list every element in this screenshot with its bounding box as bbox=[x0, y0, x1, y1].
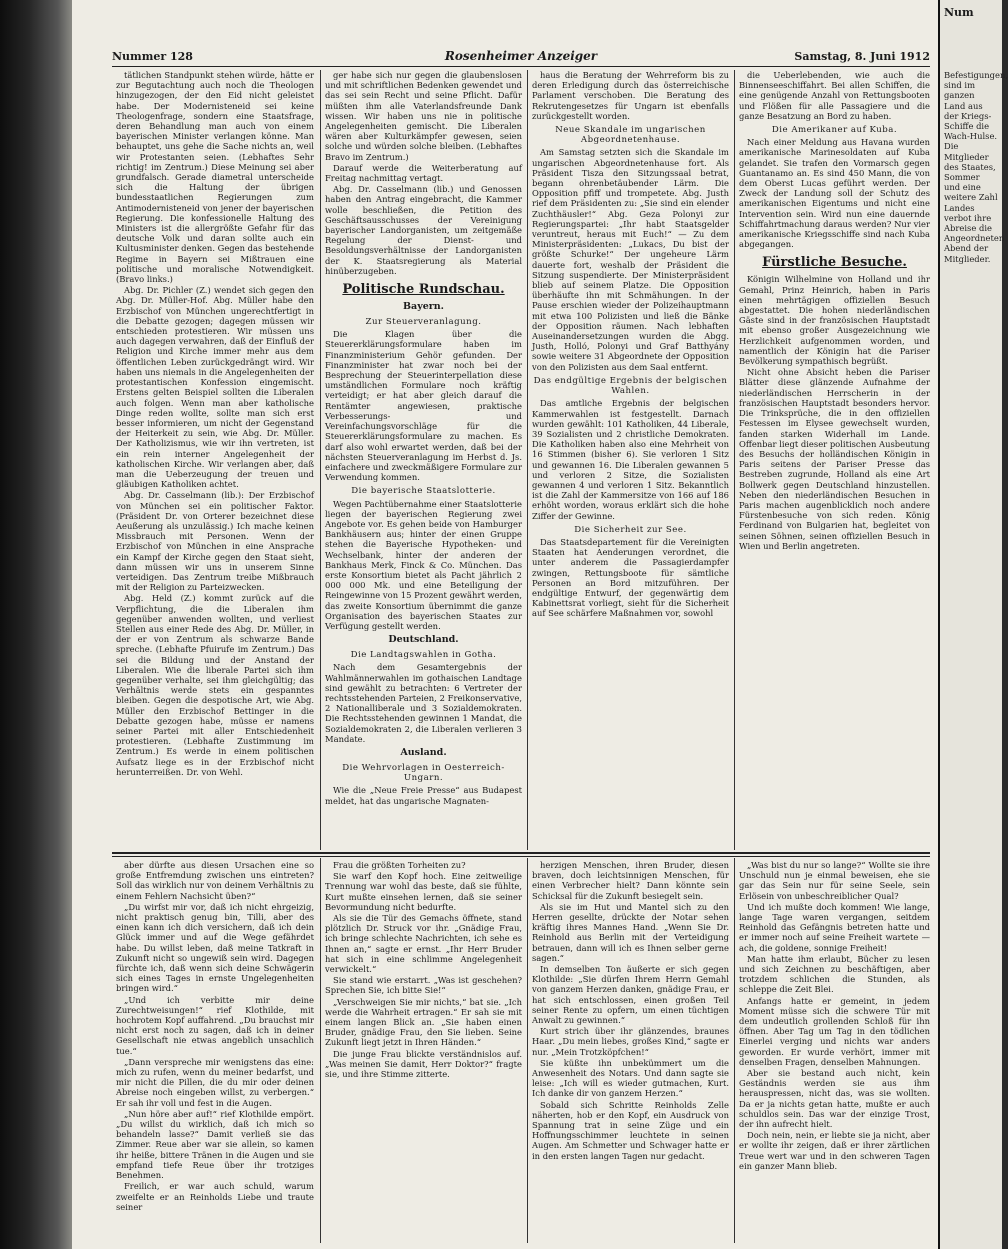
paragraph: Sobald sich Schritte Reinholds Zelle näherten, hob er den Kopf, ein Ausdruck von Spannung trat in seine Züge und ein Hoffnungsschimmer leuchtete in seinen Augen. Am Schmetter und Schwager hatte er in den ersten langen Tagen nur gedacht. bbox=[532, 1099, 729, 1161]
paragraph: Als sie im Hut und Mantel sich zu den Herren gesellte, drückte der Notar sehen kräftig ihres Mannes Hand. „Wenn Sie Dr. Reinhold aus Berlin mit der Verteidigung betrauen, dann will ich es Ihnen selber gerne sagen.“ bbox=[532, 901, 729, 963]
column-rule bbox=[320, 858, 321, 1243]
paragraph: Als sie die Tür des Gemachs öffnete, stand plötzlich Dr. Struck vor ihr. „Gnädige Frau, ich bringe schlechte Nachrichten, ich sehe es Ihnen an,“ sagte er ernst. „Ihr Herr Bruder hat sich in eine schlimme Angelegenheit verwickelt.“ bbox=[325, 913, 522, 975]
column-rule bbox=[320, 70, 321, 850]
paragraph: „Nun höre aber auf!“ rief Klothilde empört. „Du willst du wirklich, daß ich mich so behandeln lasse?“ Damit verließ sie das Zimmer. Reue aber war sie allein, so kamen ihr heiße, bittere Tränen in die Augen und sie empfand tiefe Reue über ihr trotziges Benehmen. bbox=[116, 1108, 314, 1181]
adjacent-page-header: Num bbox=[944, 6, 974, 19]
subheading: Deutschland. bbox=[388, 634, 459, 646]
feuilleton-column-2 bbox=[325, 860, 522, 1240]
issue-date: Samstag, 8. Juni 1912 bbox=[794, 50, 930, 63]
paragraph: Abg. Dr. Pichler (Z.) wendet sich gegen den Abg. Dr. Müller-Hof. Abg. Müller habe den Erzbischof von München ungerechtfertigt in die Debatte gezogen; dagegen müssen wir entschieden protestieren. Wir müssen uns auch dagegen verwahren, daß der Einfluß der Religion und Kirche immer mehr aus dem öffentlichen Leben zurückgedrängt wird. Wir haben uns niemals in die Angelegenheiten der protestantischen Konfession eingemischt. Erstens gelten Beispiel sollten die Liberalen auch folgen. Wenn man aber katholische Dinge reden wollte, sollte man sich erst besser informieren, um nicht der Gegenstand der Heiterkeit zu sein, wie Abg. Dr. Müller. Der Katholizismus, wie wir ihn vertreten, ist ein rein interner Angelegenheit der katholischen Kirche. Wir verlangen aber, daß man die Ueberzeugung der treuen und gläubigen Katholiken achtet. bbox=[116, 285, 314, 490]
feuilleton-column-1 bbox=[116, 860, 314, 1240]
paragraph: Nach dem Gesamtergebnis der Wahlmännerwahlen im gothaischen Landtage sind gewählt zu betrachten: 6 Vertreter der rechtsstehenden Parteien, 2 Freikonservative, 2 Nationalliberale und 3 Sozialdemokraten. Die Rechtsstehenden gewinnen 1 Mandat, die Sozialdemokraten 2, die Liberalen verlieren 3 Mandate. bbox=[325, 662, 522, 744]
paragraph: Freilich, er war auch schuld, warum zweifelte er an Reinholds Liebe und traute seiner bbox=[116, 1181, 314, 1212]
newspaper-title: Rosenheimer Anzeiger bbox=[444, 49, 598, 63]
newspaper-page bbox=[72, 0, 938, 1249]
article-title: Die Landtagswahlen in Gotha. bbox=[350, 650, 497, 661]
paragraph: Sie stand wie erstarrt. „Was ist geschehen? Sprechen Sie, ich bitte Sie!“ bbox=[325, 975, 522, 996]
masthead bbox=[112, 48, 930, 67]
column-2 bbox=[325, 70, 522, 850]
paragraph: Sie küßte ihn unbekümmert um die Anwesenheit des Notars. Und dann sagte sie leise: „Ich will es wieder gutmachen, Kurt. Ich danke dir von ganzem Herzen.“ bbox=[532, 1057, 729, 1099]
paragraph: Die Klagen über die Steuererklärungsformulare haben im Finanzministerium Gehör gefunden. Der Finanzminister hat zwar noch bei der Besprechung der Steuerinterpellation diese umständlichen Formulare noch kräftig verteidigt; er hat aber gleich darauf die Rentämter angewiesen, praktische Verbesserungs- und Vereinfachungsvorschläge für die Steuererklärungsformulare zu machen. Es darf also wohl erwartet werden, daß bei der nächsten Steuerveranlagung im Herbst d. Js. einfachere und zweckmäßigere Formulare zur Verwendung kommen. bbox=[325, 329, 522, 483]
article-title: Die Wehrvorlagen in Oesterreich-Ungarn. bbox=[342, 762, 505, 784]
paragraph: „Verschweigen Sie mir nichts,“ bat sie. „Ich werde die Wahrheit ertragen.“ Er sah sie mit einem langen Blick an. „Sie haben einen Bruder, gnädige Frau, den Sie lieben. Seine Zukunft liegt jetzt in Ihren Händen.“ bbox=[325, 996, 522, 1048]
paragraph: tätlichen Standpunkt stehen würde, hätte er zur Begutachtung auch noch die Theologen hinzugezogen, der den Eid nicht geleistet habe. Der Modernisteneid sei keine Theologenfrage, sondern eine Staatsfrage, deren Behandlung man auch von einem bayerischen Minister verlangen könne. Man behauptet, uns gehe die Sache nichts an, weil wir Protestanten seien. (Lebhaftes Sehr richtig! im Zentrum.) Diese Meinung sei aber grundfalsch. Gerade diametral unterscheide sich die Haltung der übrigen bundesstaatlichen Regierungen zum Antimodernisteneid von jener der bayerischen Regierung. Die konfessionelle Haltung des Ministers ist die allergrößte Gefahr für das deutsche Volk und daran sollte auch ein Kultusminister denken. Gegen das bestehende Regime in Bayern sei Mißtrauen eine politische und moralische Notwendigkeit. (Bravo links.) bbox=[116, 70, 314, 285]
paragraph: Das amtliche Ergebnis der belgischen Kammerwahlen ist festgestellt. Darnach wurden gewählt: 101 Katholiken, 44 Liberale, 39 Sozialisten und 2 christliche Demokraten. Die Katholiken haben also eine Mehrheit von 16 Stimmen (bisher 6). Sie verloren 1 Sitz und gewannen 16. Die Liberalen gewannen 5 und verloren 2 Sitze, die Sozialisten gewannen 4 und verloren 1 Sitz. Bekanntlich ist die Zahl der Kammersitze von 166 auf 186 erhöht worden, woraus erklärt sich die hohe Ziffer der Gewinne. bbox=[532, 398, 729, 521]
paragraph: Und ich mußte doch kommen! Wie lange, lange Tage waren vergangen, seitdem Reinhold das Gefängnis betreten hatte und er immer noch auf seine Freiheit wartete — ach, die goldene, sonnige Freiheit! bbox=[739, 901, 930, 953]
column-4 bbox=[739, 70, 930, 850]
paragraph: Abg. Dr. Casselmann (lib.): Der Erzbischof von München sei ein politischer Faktor. (Präsident Dr. von Orterer bezeichnet diese Aeußerung als unzulässig.) Ich mache keinen Missbrauch mit Personen. Wenn der Erzbischof von München in eine Ansprache ein Kampf der Kirche gegen den Staat sieht, dann müssen wir uns in unserem Sinne verteidigen. Das Zentrum treibe Mißbrauch mit der Religion zu Parteizwecken. bbox=[116, 490, 314, 593]
paragraph: Darauf werde die Weiterberatung auf Freitag nachmittag vertagt. bbox=[325, 162, 522, 184]
scan-binding-edge bbox=[0, 0, 72, 1249]
subheading: Ausland. bbox=[400, 746, 447, 758]
paragraph: Das Staatsdepartement für die Vereinigten Staaten hat Aenderungen verordnet, die unter anderem die Passagierdampfer zwingen, Rettungsboote für sämtliche Personen an Bord mitzuführen. Der endgültige Entwurf, der gegenwärtig dem Kabinettsrat vorliegt, sieht für die Sicherheit auf See schärfere Maßnahmen vor, sowohl bbox=[532, 536, 729, 619]
article-title: Das endgültige Ergebnis der belgischen Wahlen. bbox=[533, 375, 728, 397]
paragraph: Nicht ohne Absicht heben die Pariser Blätter diese glänzende Aufnahme der niederländischen Herrscherin in der französischen Hauptstadt besonders hervor. Die Trinksprüche, die in den offiziellen Festessen im Elysee gewechselt wurden, fanden starken Widerhall im Lande. Offenbar liegt dieser politischen Ausbeutung des Besuchs der holländischen Königin in Paris seitens der Pariser Presse das Bestreben zugrunde, Holland als eine Art Bollwerk gegen Deutschland hinzustellen. Neben den niederländischen Besuchen in Paris machen augenblicklich noch andere Fürstenbesuche von sich reden. König Ferdinand von Bulgarien hat, begleitet von seinen Söhnen, seinen offiziellen Besuch in Wien und Berlin angetreten. bbox=[739, 367, 930, 551]
paragraph: Sie warf den Kopf hoch. Eine zeitweilige Trennung war wohl das beste, daß sie fühlte, Kurt mußte einsehen lernen, daß sie seiner Bevormundung nicht bedurfte. bbox=[325, 871, 522, 912]
column-rule bbox=[734, 858, 735, 1243]
column-rule bbox=[734, 70, 735, 850]
paragraph: Königin Wilhelmine von Holland und ihr Gemahl, Prinz Heinrich, haben in Paris einen mehrtägigen offiziellen Besuch abgestattet. Die hohen niederländischen Gäste sind in der französischen Hauptstadt mit ebenso großer Ausgezeichnung wie Herzlichkeit aufgenommen worden, und namentlich der Königin hat die Pariser Bevölkerung sympathisch begrüßt. bbox=[739, 274, 930, 367]
paragraph: Am Samstag setzten sich die Skandale im ungarischen Abgeordnetenhause fort. Als Präsident Tisza den Sitzungssaal betrat, begann ohrenbetäubender Lärm. Die Opposition pfiff und trompetete. Abg. Justh rief dem Präsidenten zu: „Sie sind ein elender Zuchthäusler!“ Abg. Geza Polonyi zur Regierungspartei: „Ihr habt Staatsgelder veruntreut, heraus mit Euch!“ — Zu dem Ministerpräsidenten: „Lukacs, Du bist der größte Schurke!“ Der ungeheure Lärm dauerte fort, weshalb der Präsident die Sitzung suspendierte. Der Ministerpräsident blieb auf seinem Platze. Die Opposition überhäufte ihn mit Schmähungen. In der Pause erschien wieder der Polizeihauptmann mit etwa 100 Polizisten und ließ die Bänke der Opposition räumen. Nach lebhaften Auseinandersetzungen wurden die Abgg. Justh, Holló, Polonyi und Graf Batthyány sowie weitere 31 Abgeordnete der Opposition von den Polizisten aus dem Saal entfernt. bbox=[532, 147, 729, 372]
section-heading: Politische Rundschau. bbox=[342, 282, 505, 298]
paragraph: Die junge Frau blickte verständnislos auf. „Was meinen Sie damit, Herr Doktor?“ fragte sie, und ihre Stimme zitterte. bbox=[325, 1048, 522, 1080]
paragraph: ger habe sich nur gegen die glaubenslosen und mit schriftlichen Bedenken gewendet und das sei sein Recht und seine Pflicht. Dafür müßten ihm alle Vaterlandsfreunde Dank wissen. Wir haben uns nie in politische Angelegenheiten gemischt. Die Liberalen wären aber Kulturkämpfer gewesen, seien solche und würden solche bleiben. (Lebhaftes Bravo im Zentrum.) bbox=[325, 70, 522, 162]
paragraph: „Und ich verbitte mir deine Zurechtweisungen!“ rief Klothilde, mit hochrotem Kopf auffahrend. „Du brauchst mir nicht erst noch zu sagen, daß ich in deiner Gesellschaft nie etwas angeblich unsachlich tue.“ bbox=[116, 994, 314, 1056]
paragraph: In demselben Ton äußerte er sich gegen Klothilde: „Sie dürfen Ihrem Herrn Gemahl von ganzem Herzen danken, gnädige Frau, er hat sich entschlossen, einen großen Teil seiner Rente zu opfern, um einen tüchtigen Anwalt zu gewinnen.“ bbox=[532, 964, 729, 1026]
paragraph: Kurt strich über ihr glänzendes, braunes Haar. „Du mein liebes, großes Kind,“ sagte er nur. „Mein Trotzköpfchen!“ bbox=[532, 1026, 729, 1057]
column-1 bbox=[116, 70, 314, 850]
article-title: Die Sicherheit zur See. bbox=[574, 524, 687, 535]
paragraph: Abg. Dr. Casselmann (lib.) und Genossen haben den Antrag eingebracht, die Kammer wolle beschließen, die Petition des Geschäftsausschusses der Vereinigung bayerischer Landorganisten, um zeitgemäße Regelung der Dienst- und Besoldungsverhältnisse der Landorganisten der K. Staatsregierung als Material hinüberzugeben. bbox=[325, 184, 522, 276]
section-heading: Fürstliche Besuche. bbox=[762, 255, 907, 271]
adjacent-page-text: Befestigungen, sind im ganzen Land aus der Kriegs-Schiffe die Wach-Hulse. Die Mitglieder des Staates, Sommer und eine weitere Zahl Landes verbot ihre Abreise die Angeordneten Abend der Mitglieder. bbox=[944, 70, 1008, 264]
feuilleton-column-4 bbox=[739, 860, 930, 1240]
article-title: Die bayerische Staatslotterie. bbox=[351, 486, 496, 497]
paragraph: herzigen Menschen, ihren Bruder, diesen braven, doch leichtsinnigen Menschen, für einen Verbrecher hielt? Dann könnte sein Schicksal für die Zukunft besiegelt sein. bbox=[532, 860, 729, 901]
column-3 bbox=[532, 70, 729, 850]
paragraph: Nach einer Meldung aus Havana wurden amerikanische Marinesoldaten auf Kuba gelandet. Sie trafen den Vormarsch gegen Guantanamo an. Es sind 450 Mann, die von dem Oberst Lucas geführt werden. Der Zweck der Landung soll der Schutz des amerikanischen Eigentums und nicht eine Intervention sein. Wird nun eine dauernde Schiffahrtmachung daraus werden? Nur vier amerikanische Kriegsschiffe sind nach Kuba abgegangen. bbox=[739, 137, 930, 250]
paragraph: Abg. Held (Z.) kommt zurück auf die Verpflichtung, die die Liberalen ihm gegenüber anwenden wollten, und verliest Stellen aus einer Rede des Abg. Dr. Müller, in der er von Zentrum als schwarze Bande spreche. (Lebhafte Pfuirufe im Zentrum.) Das sei die Bildung und der Anstand der Liberalen. Wie die liberale Partei sich ihm gegenüber verhalte, sei ihm gleichgültig; das Verhältnis werde stets ein gespanntes bleiben. Gegen die despotische Art, wie Abg. Müller den Erzbischof Bettinger in die Debatte gezogen habe, müsse er namens seiner Partei mit aller Entschiedenheit protestieren. (Lebhafte Zustimmung im Zentrum.) Es werde in einem politischen Aufsatz liege es in der Erzbischof nicht herunterreißen. Dr. von Wehl. bbox=[116, 593, 314, 777]
paragraph: haus die Beratung der Wehrreform bis zu deren Erledigung durch das österreichische Parlament verschoben. Die Beratung des Rekrutengesetzes für Ungarn ist ebenfalls zurückgestellt worden. bbox=[532, 70, 729, 121]
paragraph: „Was bist du nur so lange?“ Wollte sie ihre Unschuld nun je einmal beweisen, ehe sie gar das Sein nur für seine Seele, sein Erlösein von unbeschreiblicher Qual? bbox=[739, 860, 930, 901]
paragraph: „Du wirfst mir vor, daß ich nicht ehrgeizig, nicht praktisch genug bin, Tilli, aber des einen kann ich dich versichern, daß ich dein Glück immer und auf die Wege gefährdet habe. Du willst leben, daß meine Tatkraft in Zukunft nicht so ungewiß sein wird. Dagegen fürchte ich, daß wenn sich deine Schwägerin sich eines Tages in ernste Ungelegenheiten bringen wird.“ bbox=[116, 901, 314, 994]
paragraph: Wegen Pachtübernahme einer Staatslotterie liegen der bayerischen Regierung zwei Angebote vor. Es gehen beide von Hamburger Bankhäusern aus; hinter der einen Gruppe stehen die Bayerische Hypotheken- und Wechselbank, hinter der anderen der Bankhaus Merk, Finck & Co. München. Das erste Konsortium bietet als Pacht jährlich 2 000 000 Mk. und eine Beteiligung der Reingewinne von 15 Prozent gewährt werden, das zweite Konsortium übernimmt die ganze Organisation des bayerischen Staates zur Verfügung gestellt werden. bbox=[325, 498, 522, 631]
paragraph: Aber sie bestand auch nicht, kein Geständnis werden sie aus ihm herauspressen, nicht das, was sie wollten. Da er ja nichts getan hatte, mußte er auch schuldlos sein. Das war der einzige Trost, der ihn aufrecht hielt. bbox=[739, 1068, 930, 1130]
paragraph: Doch nein, nein, er liebte sie ja nicht, aber er wollte ihr zeigen, daß er ihrer zärtlichen Treue wert war und in den schweren Tagen ein ganzer Mann blieb. bbox=[739, 1130, 930, 1171]
article-title: Zur Steuerveranlagung. bbox=[365, 317, 482, 328]
column-rule bbox=[527, 70, 528, 850]
column-rule bbox=[527, 858, 528, 1243]
issue-number: Nummer 128 bbox=[112, 50, 193, 63]
paragraph: die Ueberlebenden, wie auch die Binnenseeschiffahrt. Bei allen Schiffen, die eine genügende Anzahl von Rettungsbooten und Flößen für alle Passagiere und die ganze Besatzung an Bord zu haben. bbox=[739, 70, 930, 121]
paragraph: aber dürfte aus diesen Ursachen eine so große Entfremdung zwischen uns eintreten? Soll das wirklich nur von deinem Verhältnis zu einem Fehlern Nachsicht üben?“ bbox=[116, 860, 314, 901]
subheading: Bayern. bbox=[403, 301, 444, 313]
article-title: Neue Skandale im ungarischen Abgeordnetenhause. bbox=[555, 125, 706, 146]
feuilleton-column-3 bbox=[532, 860, 729, 1240]
feuilleton-rule bbox=[112, 856, 930, 857]
feuilleton-rule bbox=[112, 852, 930, 854]
paragraph: Frau die größten Torheiten zu? bbox=[333, 860, 466, 870]
adjacent-page-edge bbox=[938, 0, 1008, 1249]
paragraph: Wie die „Neue Freie Presse“ aus Budapest meldet, hat das ungarische Magnaten- bbox=[325, 785, 522, 806]
paragraph: Man hatte ihm erlaubt, Bücher zu lesen und sich Zeichnen zu beschäftigen, aber trotzdem schlichen die Stunden, als schleppe die Zeit Blei. bbox=[739, 953, 930, 995]
paragraph: Anfangs hatte er gemeint, in jedem Moment müsse sich die schwere Tür mit dem undeutlich grollenden Schloß für ihn öffnen. Aber Tag um Tag in den tödlichen Einerlei verging und nichts war anders geworden. Er wurde verhört, immer mit denselben Fragen, denselben Mahnungen. bbox=[739, 995, 930, 1067]
paragraph: „Dann verspreche mir wenigstens das eine: mich zu rufen, wenn du meiner bedarfst, und mir nicht die Pillen, die du mir oder deinen Abreise noch eingeben willst, zu verbergen.“ Er sah ihr voll und fest in die Augen. bbox=[116, 1056, 314, 1108]
article-title: Die Amerikaner auf Kuba. bbox=[771, 125, 898, 136]
